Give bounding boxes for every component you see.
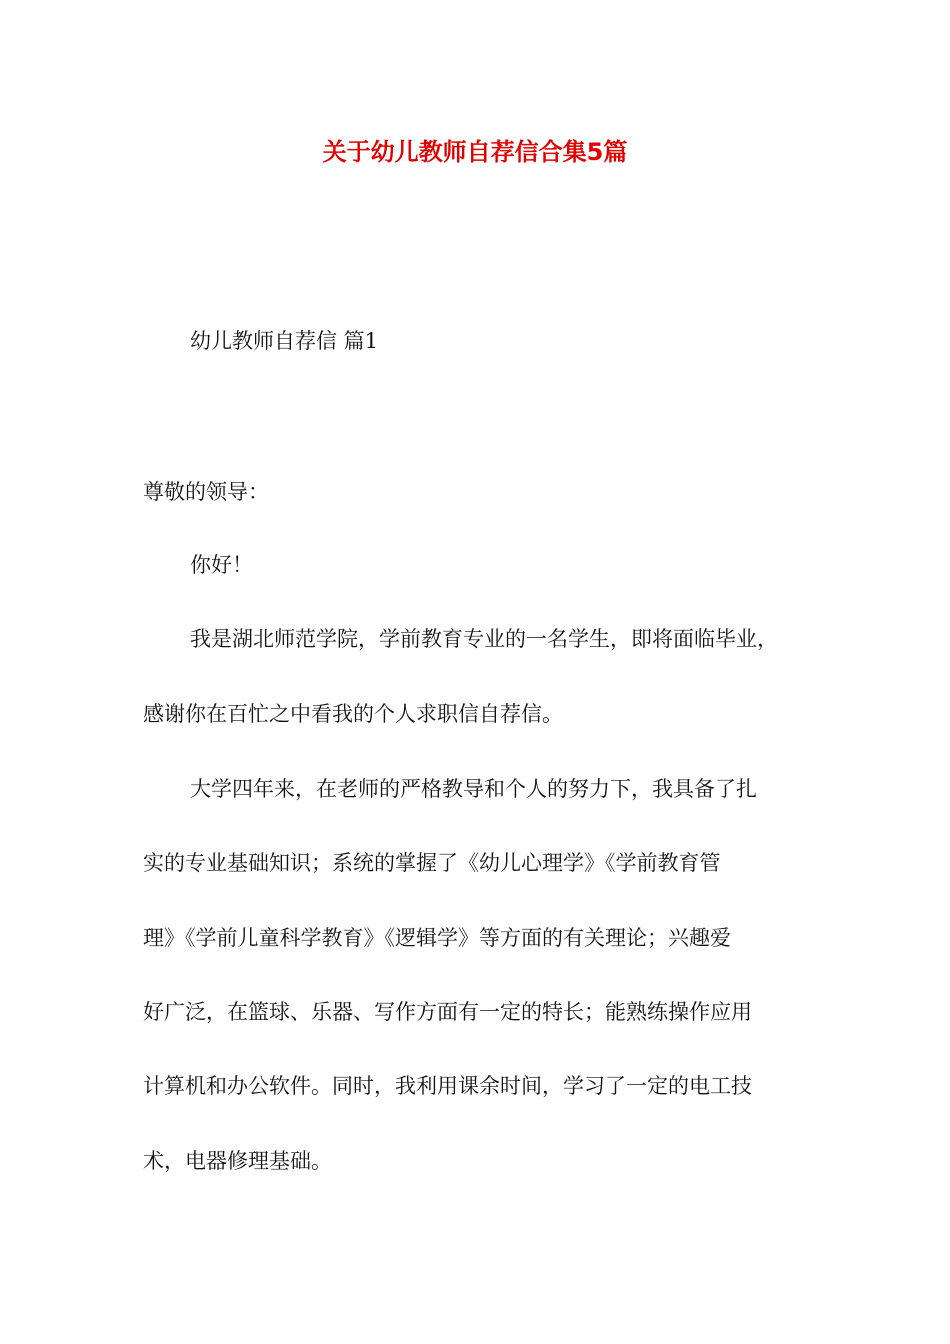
paragraph-line: 计算机和办公软件。同时，我利用课余时间，学习了一定的电工技 bbox=[143, 1074, 752, 1098]
section-heading: 幼儿教师自荐信 篇1 bbox=[190, 329, 379, 353]
paragraph-line: 实的专业基础知识；系统的掌握了《幼儿心理学》《学前教育管 bbox=[143, 851, 721, 875]
paragraph-line: 术，电器修理基础。 bbox=[143, 1149, 332, 1173]
greeting: 你好！ bbox=[190, 553, 253, 577]
document-title: 关于幼儿教师自荐信合集5篇 bbox=[322, 138, 628, 166]
paragraph-line: 我是湖北师范学院，学前教育专业的一名学生，即将面临毕业， bbox=[190, 627, 778, 651]
paragraph-line: 大学四年来，在老师的严格教导和个人的努力下，我具备了扎 bbox=[190, 777, 757, 801]
paragraph-line: 理》《学前儿童科学教育》《逻辑学》等方面的有关理论；兴趣爱 bbox=[143, 926, 731, 950]
paragraph-line: 感谢你在百忙之中看我的个人求职信自荐信。 bbox=[143, 702, 563, 726]
salutation: 尊敬的领导： bbox=[143, 480, 269, 504]
paragraph-line: 好广泛，在篮球、乐器、写作方面有一定的特长；能熟练操作应用 bbox=[143, 1000, 752, 1024]
